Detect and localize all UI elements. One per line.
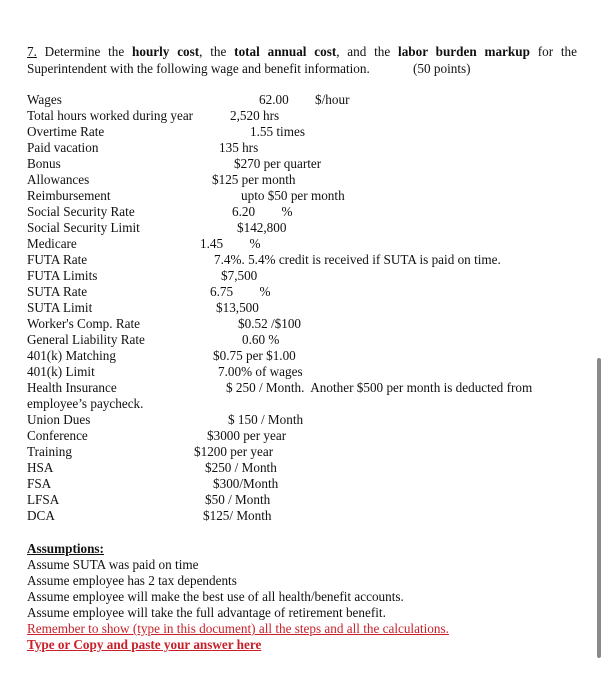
answer-prompt[interactable]: Type or Copy and paste your answer here <box>27 637 262 652</box>
reminder-text: Remember to show (type in this document) all the steps and all the calculations. <box>27 621 449 636</box>
item-value: $ 150 / Month <box>228 412 304 427</box>
item-value: 7.00% of wages <box>218 364 303 379</box>
item-value: $250 / Month <box>205 460 277 475</box>
item-value: $142,800 <box>237 220 287 235</box>
question-sep-1: , the <box>199 44 235 59</box>
question-number: 7. <box>27 44 37 59</box>
question-prefix: Determine the <box>36 44 133 59</box>
item-value: 1.55 times <box>250 124 305 139</box>
item-value: $125/ Month <box>203 508 272 523</box>
item-value: upto $50 per month <box>241 188 345 203</box>
question-heading <box>27 43 577 77</box>
labor-burden-term: labor burden markup <box>398 44 530 59</box>
question-suffix: for the Superintendent with the following wage and benefit information. <box>27 44 577 76</box>
item-label: Conference <box>27 428 88 443</box>
item-value: 1.45 % <box>200 236 261 251</box>
item-label: Union Dues <box>27 412 91 427</box>
item-value: $125 per month <box>212 172 296 187</box>
item-value: $13,500 <box>216 300 259 315</box>
assumption-line: Assume employee will take the full advantage of retirement benefit. <box>27 605 386 620</box>
scrollbar[interactable] <box>597 358 601 658</box>
item-label: Social Security Rate <box>27 204 135 219</box>
item-label: Health Insurance <box>27 380 117 395</box>
item-value: $ 250 / Month. Another $500 per month is deducted from <box>226 380 533 395</box>
assumption-line: Assume SUTA was paid on time <box>27 557 199 572</box>
assumptions-title: Assumptions: <box>27 541 104 556</box>
item-label: Bonus <box>27 156 61 171</box>
item-value: 2,520 hrs <box>230 108 280 123</box>
item-value: $3000 per year <box>207 428 287 443</box>
hourly-cost-term: hourly cost <box>132 44 200 59</box>
item-value: $7,500 <box>221 268 258 283</box>
item-value: $300/Month <box>213 476 279 491</box>
item-value: 6.20 % <box>232 204 293 219</box>
item-label: FSA <box>27 476 52 491</box>
item-label: Wages <box>27 92 62 107</box>
item-value: $50 / Month <box>205 492 271 507</box>
item-label: Worker's Comp. Rate <box>27 316 141 331</box>
item-label: Reimbursement <box>27 188 111 203</box>
assumption-line: Assume employee will make the best use of all health/benefit accounts. <box>27 589 404 604</box>
item-value: $1200 per year <box>194 444 274 459</box>
item-label: FUTA Rate <box>27 252 88 267</box>
item-value: $0.52 /$100 <box>238 316 302 331</box>
item-label: Allowances <box>27 172 90 187</box>
item-label: SUTA Limit <box>27 300 93 315</box>
item-label: SUTA Rate <box>27 284 88 299</box>
item-value: 7.4%. 5.4% credit is received if SUTA is paid on time. <box>214 252 501 267</box>
item-value: $270 per quarter <box>234 156 322 171</box>
item-label: General Liability Rate <box>27 332 145 347</box>
item-value: 6.75 % <box>210 284 271 299</box>
item-label: Social Security Limit <box>27 220 140 235</box>
item-value: 135 hrs <box>219 140 259 155</box>
item-label: HSA <box>27 460 54 475</box>
question-sep-2: , and the <box>336 44 399 59</box>
item-label: Paid vacation <box>27 140 99 155</box>
item-label: 401(k) Matching <box>27 348 116 363</box>
annual-cost-term: total annual cost <box>234 44 337 59</box>
item-label: employee’s paycheck. <box>27 396 144 411</box>
item-value: 0.60 % <box>242 332 280 347</box>
item-label: Medicare <box>27 236 77 251</box>
item-label: Training <box>27 444 72 459</box>
item-label: 401(k) Limit <box>27 364 95 379</box>
item-label: Total hours worked during year <box>27 108 194 123</box>
item-label: FUTA Limits <box>27 268 98 283</box>
assumption-line: Assume employee has 2 tax dependents <box>27 573 237 588</box>
points-label: (50 points) <box>413 61 471 76</box>
item-label: LFSA <box>27 492 60 507</box>
item-label: Overtime Rate <box>27 124 105 139</box>
item-value: 62.00 $/hour <box>259 92 350 107</box>
item-value: $0.75 per $1.00 <box>213 348 296 363</box>
item-label: DCA <box>27 508 55 523</box>
